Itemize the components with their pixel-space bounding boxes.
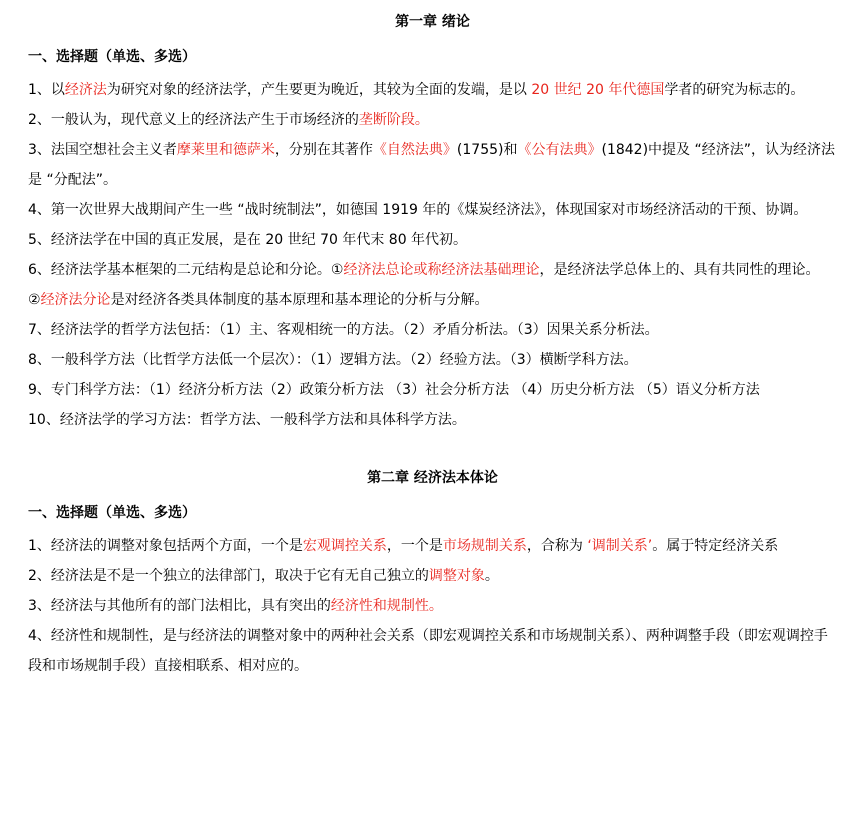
item-text: ，分别在其著作 xyxy=(274,142,373,158)
list-item xyxy=(28,405,837,435)
item-text: ，一个是 xyxy=(386,538,443,554)
item-text: 3、法国空想社会主义者 xyxy=(28,142,177,158)
highlighted-text: 垄断阶段。 xyxy=(358,112,429,128)
item-text: 2、一般认为，现代意义上的经济法产生于市场经济的 xyxy=(28,112,359,128)
highlighted-text: 《公有法典》 xyxy=(517,142,602,158)
chapter-2-title: 第二章 经济法本体论 xyxy=(367,470,498,486)
item-text: 7、经济法学的哲学方法包括：（1）主、客观相统一的方法。（2）矛盾分析法。（3）因果关系分析法。 xyxy=(28,322,659,338)
highlighted-text: 20 世纪 20 年代德国 xyxy=(531,82,665,98)
item-text: 2、经济法是不是一个独立的法律部门，取决于它有无自己独立的 xyxy=(28,568,429,584)
item-text: 8、一般科学方法（比哲学方法低一个层次）：（1）逻辑方法。（2）经验方法。（3）横断学科方法。 xyxy=(28,352,638,368)
item-text: 10、经济法学的学习方法：哲学方法、一般科学方法和具体科学方法。 xyxy=(28,412,466,428)
item-text: ，合称为 xyxy=(526,538,588,554)
list-item xyxy=(28,135,837,195)
chapter-1-items xyxy=(28,75,837,435)
item-text: 是对经济各类具体制度的基本原理和基本理论的分析与分解。 xyxy=(110,292,489,308)
highlighted-text: 市场规制关系 xyxy=(442,538,527,554)
item-text: (1842)中提及 “经济法”，认为经济法是 “分配法”。 xyxy=(28,142,835,188)
chapter-1-title: 第一章 绪论 xyxy=(395,14,470,30)
item-text: 5、经济法学在中国的真正发展，是在 20 世纪 70 年代末 80 年代初。 xyxy=(28,232,468,248)
item-text: 1、经济法的调整对象包括两个方面，一个是 xyxy=(28,538,303,554)
highlighted-text: 经济法 xyxy=(64,82,107,98)
item-text: 。 xyxy=(484,568,499,584)
list-item xyxy=(28,105,837,135)
highlighted-text: 经济法总论或称经济法基础理论 xyxy=(343,262,540,278)
item-text: ，是经济法学总体上的、具有共同性的理论。 xyxy=(539,262,820,278)
item-text: 学者的研究为标志的。 xyxy=(664,82,805,98)
highlighted-text: 调整对象 xyxy=(428,568,485,584)
list-item xyxy=(28,591,837,621)
list-item xyxy=(28,315,837,345)
chapter-1-section-heading: 一、选择题（单选、多选） xyxy=(28,49,196,65)
item-text: 为研究对象的经济法学，产生要更为晚近，其较为全面的发端，是以 xyxy=(106,82,532,98)
item-text: (1755)和 xyxy=(456,142,518,158)
list-item xyxy=(28,621,837,681)
item-text: 4、经济性和规制性，是与经济法的调整对象中的两种社会关系（即宏观调控关系和市场规制关系）、两种调整手段（即宏观调控手段和市场规制手段）直接相联系、相对应的。 xyxy=(28,628,828,674)
item-text: 9、专门科学方法：（1）经济分析方法（2）政策分析方法 （3）社会分析方法 （4）历史分析方法 （5）语义分析方法 xyxy=(28,382,760,398)
item-text: 4、第一次世界大战期间产生一些 “战时统制法”，如德国 1919 年的《煤炭经济法》，体现国家对市场经济活动的干预、协调。 xyxy=(28,202,808,218)
list-item xyxy=(28,255,837,285)
list-item xyxy=(28,531,837,561)
list-item xyxy=(28,561,837,591)
item-text: 6、经济法学基本框架的二元结构是总论和分论。① xyxy=(28,262,344,278)
highlighted-text: 《自然法典》 xyxy=(372,142,457,158)
chapter-2-items xyxy=(28,531,837,681)
chapter-2-section-heading: 一、选择题（单选、多选） xyxy=(28,505,196,521)
item-text: 3、经济法与其他所有的部门法相比，具有突出的 xyxy=(28,598,331,614)
highlighted-text: 经济性和规制性。 xyxy=(330,598,443,614)
highlighted-text: 经济法分论 xyxy=(40,292,111,308)
list-item xyxy=(28,285,837,315)
item-text: ② xyxy=(28,292,41,308)
highlighted-text: ‘调制关系’ xyxy=(587,538,653,554)
item-text: 。属于特定经济关系 xyxy=(652,538,779,554)
list-item xyxy=(28,75,837,105)
highlighted-text: 宏观调控关系 xyxy=(302,538,387,554)
list-item xyxy=(28,375,837,405)
list-item xyxy=(28,225,837,255)
list-item xyxy=(28,345,837,375)
list-item xyxy=(28,195,837,225)
highlighted-text: 摩莱里和德萨米 xyxy=(176,142,275,158)
item-text: 1、以 xyxy=(28,82,65,98)
